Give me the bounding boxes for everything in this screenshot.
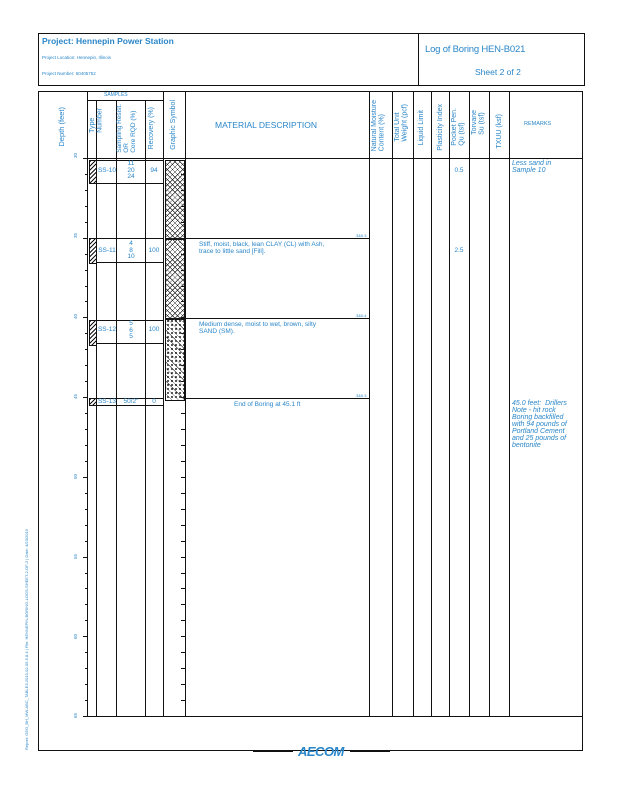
depth-label: 50 xyxy=(73,474,78,480)
sample-id: SS-13 xyxy=(97,398,117,405)
depth-label: 35 xyxy=(73,233,78,239)
depth-tick xyxy=(83,477,88,478)
sample-hatch xyxy=(89,238,97,264)
depth-tick xyxy=(85,541,88,542)
depth-tick xyxy=(181,604,185,605)
depth-tick xyxy=(85,270,88,271)
depth-tick xyxy=(85,525,88,526)
depth-tick xyxy=(181,636,185,637)
material-description-header: MATERIAL DESCRIPTION xyxy=(215,120,318,130)
depth-tick xyxy=(181,461,185,462)
depth-tick xyxy=(85,301,88,302)
depth-tick xyxy=(181,525,185,526)
report-side-note: Report: GEO_BH_MW-ABC_TABLE3-2013-02-05-5.8.4 | File: HENNEPIN-BORING-LOGS-SHEET-2-OF-2 | Date: 4/23/2019 xyxy=(24,529,29,750)
stratum-elevation: 3&0.4 xyxy=(356,313,367,318)
sample-id: SS-12 xyxy=(97,326,117,333)
depth-tick xyxy=(181,493,185,494)
samples-header: SAMPLES xyxy=(104,92,128,98)
sample-blows: 5 6 5 xyxy=(129,320,133,341)
depth-tick xyxy=(181,700,185,701)
depth-tick xyxy=(85,652,88,653)
unit-weight-header: Total Unit Weight (pcf) xyxy=(394,104,409,142)
depth-tick xyxy=(85,365,88,366)
project-title: Project: Hennepin Power Station xyxy=(42,36,174,46)
depth-tick xyxy=(181,652,185,653)
depth-tick xyxy=(85,573,88,574)
project-location: Project Location: Hennepin, Illinois xyxy=(42,55,112,60)
type-number-header: Type Number xyxy=(89,108,104,133)
depth-tick xyxy=(181,429,185,430)
depth-tick xyxy=(181,541,185,542)
graphic-symbol-header: Graphic Symbol xyxy=(170,100,177,150)
depth-tick xyxy=(85,445,88,446)
sheet-number: Sheet 2 of 2 xyxy=(475,67,521,77)
depth-tick xyxy=(83,238,88,239)
depth-tick xyxy=(85,509,88,510)
depth-label: 65 xyxy=(73,713,78,719)
depth-tick xyxy=(181,413,185,414)
sample-recovery: 0 xyxy=(152,398,156,405)
sample-blows: 4 8 10 xyxy=(127,240,135,261)
boring-title: Log of Boring HEN-B021 xyxy=(425,44,526,55)
depth-tick xyxy=(83,636,88,637)
remark: Less sand in Sample 10 xyxy=(512,160,552,174)
aecom-logo: AECOM xyxy=(298,744,344,759)
pocket-pen-value: 2.5 xyxy=(454,247,464,254)
depth-tick xyxy=(181,668,185,669)
depth-tick xyxy=(181,477,185,478)
sample-recovery: 100 xyxy=(148,247,160,254)
end-of-boring: End of Boring at 45.1 ft xyxy=(234,401,301,408)
sample-blows: 50/2" xyxy=(123,398,139,405)
depth-tick xyxy=(181,158,185,159)
sample-id: SS-11 xyxy=(98,247,116,254)
stratum-elevation: 3&0.3 xyxy=(356,233,367,238)
depth-tick xyxy=(85,381,88,382)
plasticity-index-header: Plasticity Index xyxy=(437,104,444,151)
depth-tick xyxy=(181,588,185,589)
remarks-header: REMARKS xyxy=(524,121,552,127)
depth-tick xyxy=(85,429,88,430)
depth-label: 55 xyxy=(73,554,78,560)
project-number: Project Number: 60405752 xyxy=(42,71,96,76)
depth-header: Depth (feet) xyxy=(57,107,66,147)
depth-tick xyxy=(85,461,88,462)
pocket-pen-header: Pocket Pen. Qu (tsf) xyxy=(451,108,466,146)
txuu-header: TXUU (ksf) xyxy=(496,114,503,149)
depth-tick xyxy=(83,158,88,159)
sand-graphic-symbol xyxy=(165,318,185,401)
header-divider xyxy=(418,33,419,85)
depth-label: 40 xyxy=(73,314,78,320)
sample-hatch xyxy=(89,160,97,184)
recovery-header: Recovery (%) xyxy=(148,107,155,150)
depth-tick xyxy=(181,684,185,685)
depth-tick xyxy=(85,190,88,191)
depth-tick xyxy=(83,716,88,717)
depth-label: 60 xyxy=(73,634,78,640)
moisture-header: Natural Moisture Content (%) xyxy=(371,100,386,152)
depth-tick xyxy=(85,286,88,287)
sample-blows: 11 20 24 xyxy=(127,160,135,181)
log-frame xyxy=(38,91,583,751)
depth-tick xyxy=(85,349,88,350)
depth-tick xyxy=(85,493,88,494)
depth-tick xyxy=(181,445,185,446)
depth-tick xyxy=(85,206,88,207)
sample-id: SS-10 xyxy=(97,167,117,174)
depth-tick xyxy=(83,397,88,398)
depth-tick xyxy=(181,557,185,558)
depth-label: 30 xyxy=(73,153,78,159)
depth-tick xyxy=(181,509,185,510)
depth-tick xyxy=(85,684,88,685)
clay-graphic-symbol xyxy=(165,238,185,320)
depth-tick xyxy=(83,557,88,558)
fill-graphic-symbol xyxy=(165,160,185,240)
depth-tick xyxy=(85,333,88,334)
depth-tick xyxy=(85,588,88,589)
depth-tick xyxy=(85,700,88,701)
sample-recovery: 100 xyxy=(148,326,160,333)
depth-tick xyxy=(85,174,88,175)
liquid-limit-header: Liquid Limit xyxy=(418,110,425,146)
stratum-description: Medium dense, moist to wet, brown, silty SAND (SM). xyxy=(199,321,317,335)
pocket-pen-value: 0.5 xyxy=(454,167,464,174)
depth-tick xyxy=(85,413,88,414)
depth-tick xyxy=(85,620,88,621)
stratum-description: Stiff, moist, black, lean CLAY (CL) with Ash, trace to little sand [Fill]. xyxy=(199,241,325,255)
depth-tick xyxy=(181,716,185,717)
depth-tick xyxy=(181,620,185,621)
depth-label: 45 xyxy=(73,394,78,400)
sample-recovery: 94 xyxy=(150,167,158,174)
remark: 45.0 feet: Drillers Note - hit rock Boring backfilled with 94 pounds of Portland Cement and 25 pounds of bentonite xyxy=(512,400,567,449)
stratum-elevation: 3&0.3 xyxy=(356,393,367,398)
depth-tick xyxy=(181,573,185,574)
torvane-header: Torvane Su (tsf) xyxy=(471,110,486,135)
sampling-resist-header: Sampling Resist. OR Core RQD (%) xyxy=(116,104,137,153)
depth-tick xyxy=(85,222,88,223)
depth-tick xyxy=(83,317,88,318)
depth-tick xyxy=(85,668,88,669)
depth-tick xyxy=(85,254,88,255)
depth-tick xyxy=(85,604,88,605)
